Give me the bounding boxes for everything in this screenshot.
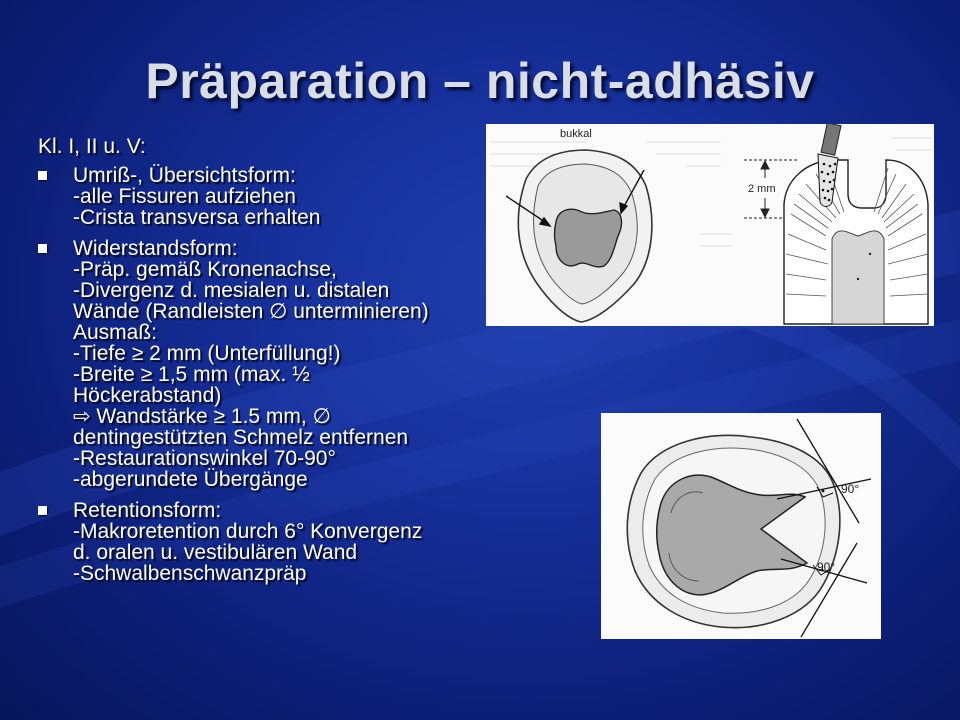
- angle-label-top: 90°: [841, 482, 860, 496]
- bullet-line: dentingestützten Schmelz entfernen: [73, 426, 409, 449]
- label-depth: 2 mm: [748, 183, 776, 195]
- bullet-line: -Präp. gemäß Kronenachse,: [73, 258, 337, 281]
- bullet-line: -abgerundete Übergänge: [73, 468, 308, 491]
- intro-line: Kl. I, II u. V:: [38, 135, 146, 158]
- bullet-line: ⇨ Wandstärke ≥ 1.5 mm, ∅: [73, 405, 331, 428]
- bullet-line: -Makroretention durch 6° Konvergenz: [73, 520, 423, 543]
- bullet-line: Retentionsform:: [73, 499, 222, 522]
- angle-label-bottom: 90°: [817, 560, 836, 574]
- slide-title: Präparation – nicht-adhäsiv: [145, 53, 815, 109]
- label-buccal: bukkal: [560, 128, 592, 140]
- bullet-line: -Crista transversa erhalten: [73, 206, 321, 229]
- bullet-line: -Schwalbenschwanzpräp: [73, 562, 307, 585]
- bullet-line: Umriß-, Übersichtsform:: [73, 164, 296, 187]
- bullet-line: -alle Fissuren aufziehen: [73, 185, 296, 208]
- bullet-square-icon: [38, 244, 47, 253]
- figure-cavity-outline-and-section: [486, 124, 934, 326]
- bullet-retention-form: [38, 500, 598, 584]
- bullet-line: Höckerabstand): [73, 384, 222, 407]
- bullet-line: Widerstandsform:: [73, 237, 238, 260]
- figure-restoration-angles: [601, 413, 881, 639]
- bullet-line: -Divergenz d. mesialen u. distalen: [73, 279, 390, 302]
- bullet-line: -Restaurationswinkel 70-90°: [73, 447, 336, 470]
- bullet-line: d. oralen u. vestibulären Wand: [73, 541, 358, 564]
- bullet-line: Wände (Randleisten ∅ unterminieren): [73, 300, 429, 323]
- bullet-square-icon: [38, 171, 47, 180]
- bullet-square-icon: [38, 506, 47, 515]
- bullet-line: Ausmaß:: [73, 321, 158, 344]
- bullet-line: -Breite ≥ 1,5 mm (max. ½: [73, 363, 310, 386]
- bullet-line: -Tiefe ≥ 2 mm (Unterfüllung!): [73, 342, 341, 365]
